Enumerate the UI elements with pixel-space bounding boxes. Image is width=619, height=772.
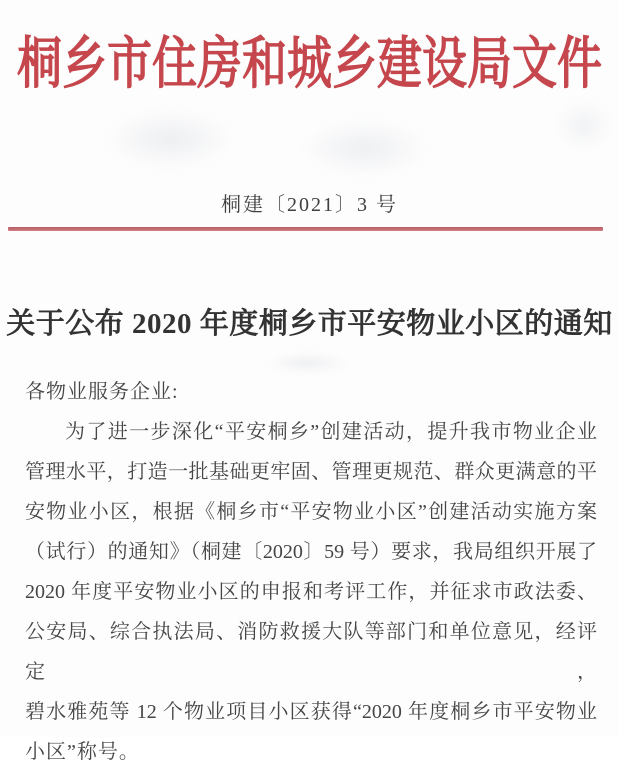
- scan-artifact: [105, 108, 235, 170]
- scan-artifact: [265, 352, 350, 374]
- salutation: 各物业服务企业:: [25, 381, 179, 403]
- body-line: 小区”称号。: [25, 741, 140, 763]
- body-line: 为了进一步深化“平安桐乡”创建活动，提升我市物业企业: [65, 421, 597, 443]
- body-line: 碧水雅苑等 12 个物业项目小区获得“2020 年度桐乡市平安物业: [25, 701, 597, 723]
- document-number: 桐建〔2021〕3 号: [221, 194, 398, 216]
- scan-artifact: [555, 98, 613, 153]
- scan-artifact: [300, 118, 430, 178]
- document-title: 关于公布 2020 年度桐乡市平安物业小区的通知: [6, 308, 613, 340]
- body-line: 安物业小区，根据《桐乡市“平安物业小区”创建活动实施方案: [25, 501, 597, 523]
- letterhead-title: 桐乡市住房和城乡建设局文件: [16, 32, 602, 95]
- body-line: （试行）的通知》（桐建〔2020〕59 号）要求，我局组织开展了: [25, 541, 597, 563]
- red-divider-line: [8, 227, 603, 231]
- body-line: 管理水平，打造一批基础更牢固、管理更规范、群众更满意的平: [25, 461, 597, 483]
- document-body: [25, 372, 597, 772]
- body-line: 公安局、综合执法局、消防救援大队等部门和单位意见，经评定，: [25, 621, 597, 683]
- body-line: 2020 年度平安物业小区的申报和考评工作，并征求市政法委、: [25, 581, 597, 603]
